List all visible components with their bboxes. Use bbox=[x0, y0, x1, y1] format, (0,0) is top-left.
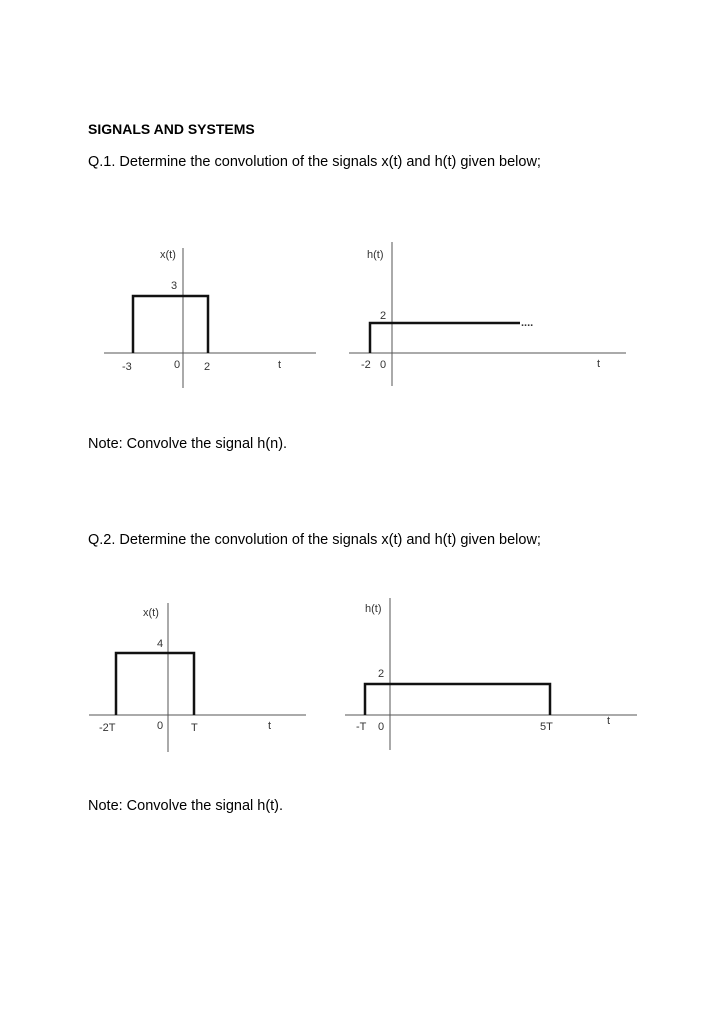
q2-ht-tick-right: 5T bbox=[540, 721, 553, 733]
q1-xt-pulse bbox=[133, 296, 208, 353]
q1-ht-continuation-dots: .... bbox=[521, 317, 534, 329]
q1-ht-amplitude-label: 2 bbox=[380, 310, 387, 322]
q2-ht-tick-zero: 0 bbox=[378, 721, 385, 733]
q2-xt-pulse bbox=[116, 653, 194, 715]
q1-ht-plot bbox=[349, 242, 626, 386]
question-1-text: Q.1. Determine the convolution of the signals x(t) and h(t) given below; bbox=[88, 154, 541, 170]
q2-ht-plot bbox=[345, 598, 637, 750]
q1-xt-label: x(t) bbox=[160, 249, 176, 261]
q2-xt-amplitude-label: 4 bbox=[157, 638, 164, 650]
q1-xt-amplitude-label: 3 bbox=[171, 280, 178, 292]
q2-xt-axis-label: t bbox=[268, 720, 272, 732]
q1-ht-tick-zero: 0 bbox=[380, 359, 387, 371]
question-2-note: Note: Convolve the signal h(t). bbox=[88, 798, 284, 814]
q1-xt-plot bbox=[104, 248, 316, 388]
q1-ht-label: h(t) bbox=[367, 249, 384, 261]
q2-xt-tick-left: -2T bbox=[99, 722, 116, 734]
q1-xt-axis-label: t bbox=[278, 359, 282, 371]
q1-xt-tick-zero: 0 bbox=[174, 359, 181, 371]
q1-xt-tick-right: 2 bbox=[204, 361, 211, 373]
q2-ht-axis-label: t bbox=[607, 715, 611, 727]
q2-ht-pulse bbox=[365, 684, 550, 715]
q2-xt-tick-right: T bbox=[191, 722, 198, 734]
question-1-note: Note: Convolve the signal h(n). bbox=[88, 436, 288, 452]
q1-xt-tick-left: -3 bbox=[122, 361, 132, 373]
page-heading: SIGNALS AND SYSTEMS bbox=[88, 121, 255, 137]
q2-xt-label: x(t) bbox=[143, 607, 159, 619]
q2-ht-label: h(t) bbox=[365, 603, 382, 615]
question-2-text: Q.2. Determine the convolution of the signals x(t) and h(t) given below; bbox=[88, 532, 541, 548]
q2-xt-tick-zero: 0 bbox=[157, 720, 164, 732]
q2-ht-amplitude-label: 2 bbox=[378, 668, 385, 680]
q2-xt-plot bbox=[89, 603, 306, 752]
q1-ht-tick-left: -2 bbox=[361, 359, 371, 371]
q2-ht-tick-left: -T bbox=[356, 721, 367, 733]
q1-ht-axis-label: t bbox=[597, 358, 601, 370]
